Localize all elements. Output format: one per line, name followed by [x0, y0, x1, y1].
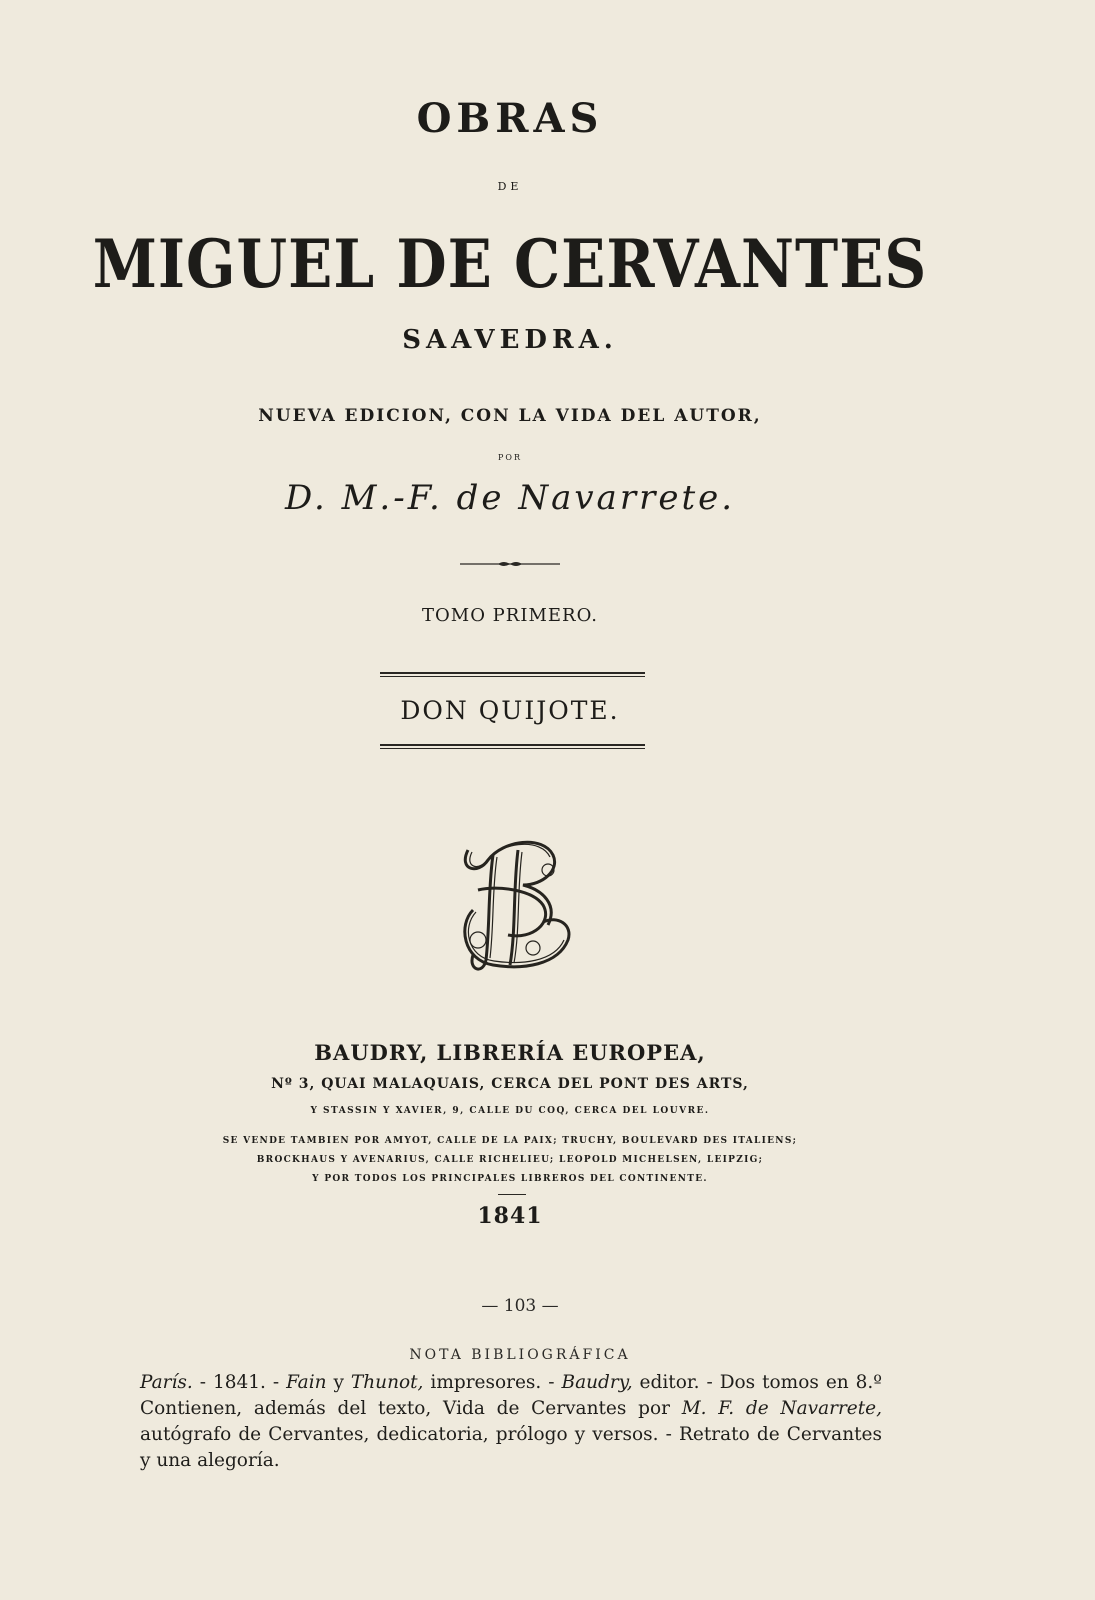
note-text: editor. - Dos tomos en 8.º Contienen, además del texto, Vida de Cervantes por [140, 1372, 882, 1419]
monogram-letters: BL [514, 830, 516, 831]
note-text: impresores. - [423, 1372, 562, 1393]
publisher-name: BAUDRY, LIBRERÍA EUROPEA, [314, 1040, 706, 1065]
note-publisher: Baudry, [561, 1372, 633, 1393]
monogram-icon [448, 830, 580, 980]
short-rule [498, 1194, 526, 1195]
note-printer: Thunot, [350, 1372, 424, 1393]
note-text: y [326, 1372, 351, 1393]
page-number: — 103 — [481, 1296, 559, 1316]
author-name: MIGUEL DE CERVANTES [92, 225, 928, 304]
publication-year: 1841 [477, 1203, 543, 1229]
note-printer: Fain [286, 1372, 327, 1393]
volume-label: TOMO PRIMERO. [422, 605, 598, 626]
sellers-line-1: SE VENDE TAMBIEN POR AMYOT, CALLE DE LA PAIX; TRUCHY, BOULEVARD DES ITALIENS; [222, 1136, 798, 1146]
ornament-divider [0, 553, 1020, 572]
note-text: - 1841. - [192, 1372, 287, 1393]
sellers-line-3: Y POR TODOS LOS PRINCIPALES LIBREROS DEL CONTINENTE. [312, 1174, 708, 1184]
note-city: París. [140, 1372, 193, 1393]
note-editor: M. F. de Navarrete, [681, 1398, 883, 1419]
author-surname: SAAVEDRA. [402, 325, 618, 355]
rule-divider [380, 676, 645, 677]
rule-divider [380, 748, 645, 749]
bibliographic-note [140, 1370, 882, 1474]
nota-heading: NOTA BIBLIOGRÁFICA [409, 1347, 631, 1363]
note-text: autógrafo de Cervantes, dedicatoria, prólogo y versos. - Retrato de Cervantes y una alegoría. [140, 1424, 882, 1471]
ornament-icon [460, 560, 560, 568]
work-title: DON QUIJOTE. [400, 696, 620, 725]
obras-heading: OBRAS [416, 95, 604, 142]
rule-divider [380, 672, 645, 674]
sellers-line-2: BROCKHAUS Y AVENARIUS, CALLE RICHELIEU; LEOPOLD MICHELSEN, LEIPZIG; [256, 1155, 764, 1165]
por-label: POR [498, 453, 522, 462]
edition-line: NUEVA EDICION, CON LA VIDA DEL AUTOR, [258, 406, 762, 426]
stassin-line: Y STASSIN Y XAVIER, 9, CALLE DU COQ, CERCA DEL LOUVRE. [310, 1106, 710, 1116]
rule-divider [380, 744, 645, 746]
editor-name: D. M.-F. de Navarrete. [284, 478, 736, 518]
de-label: DE [497, 180, 523, 193]
publisher-address: Nº 3, QUAI MALAQUAIS, CERCA DEL PONT DES ARTS, [271, 1076, 749, 1092]
